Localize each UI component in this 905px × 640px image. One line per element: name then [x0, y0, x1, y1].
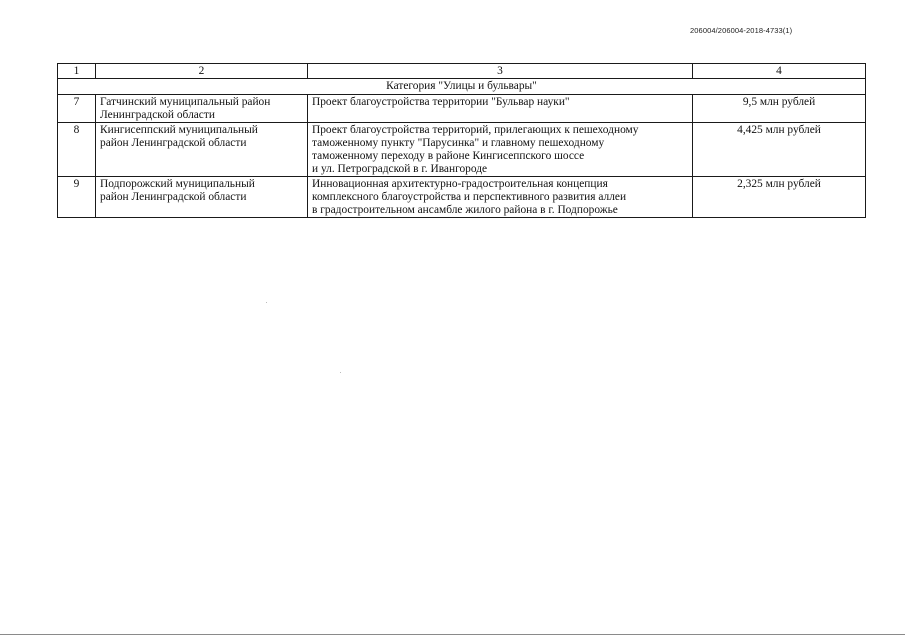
header-col-4: 4: [693, 64, 866, 79]
row-number: 7: [58, 95, 96, 123]
district-cell: Гатчинский муниципальный район Ленинградской области: [96, 95, 308, 123]
category-row: [58, 79, 866, 95]
project-cell: Проект благоустройства территории "Бульвар науки": [308, 95, 693, 123]
projects-table: [57, 63, 866, 218]
table-header-row: [58, 64, 866, 79]
table-row: [58, 95, 866, 123]
scan-artifact: [266, 302, 267, 303]
district-cell: Кингисеппский муниципальный район Ленинградской области: [96, 123, 308, 177]
project-cell: Проект благоустройства территорий, прилегающих к пешеходному таможенному пункту "Парусинка" и главному пешеходному таможенному переходу в районе Кингисеппского шоссе и ул. Петроградской в г. Ивангороде: [308, 123, 693, 177]
header-col-2: 2: [96, 64, 308, 79]
amount-cell: 2,325 млн рублей: [693, 177, 866, 218]
document-id: 206004/206004-2018-4733(1): [690, 26, 793, 35]
row-number: 9: [58, 177, 96, 218]
header-col-1: 1: [58, 64, 96, 79]
header-col-3: 3: [308, 64, 693, 79]
amount-cell: 9,5 млн рублей: [693, 95, 866, 123]
project-cell: Инновационная архитектурно-градостроительная концепция комплексного благоустройства и перспективного развития аллеи в градостроительном ансамбле жилого района в г. Подпорожье: [308, 177, 693, 218]
page-bottom-edge: [0, 634, 905, 635]
amount-cell: 4,425 млн рублей: [693, 123, 866, 177]
category-label: Категория "Улицы и бульвары": [58, 79, 866, 95]
table-row: [58, 123, 866, 177]
table-row: [58, 177, 866, 218]
scan-artifact: [340, 372, 341, 373]
row-number: 8: [58, 123, 96, 177]
district-cell: Подпорожский муниципальный район Ленинградской области: [96, 177, 308, 218]
